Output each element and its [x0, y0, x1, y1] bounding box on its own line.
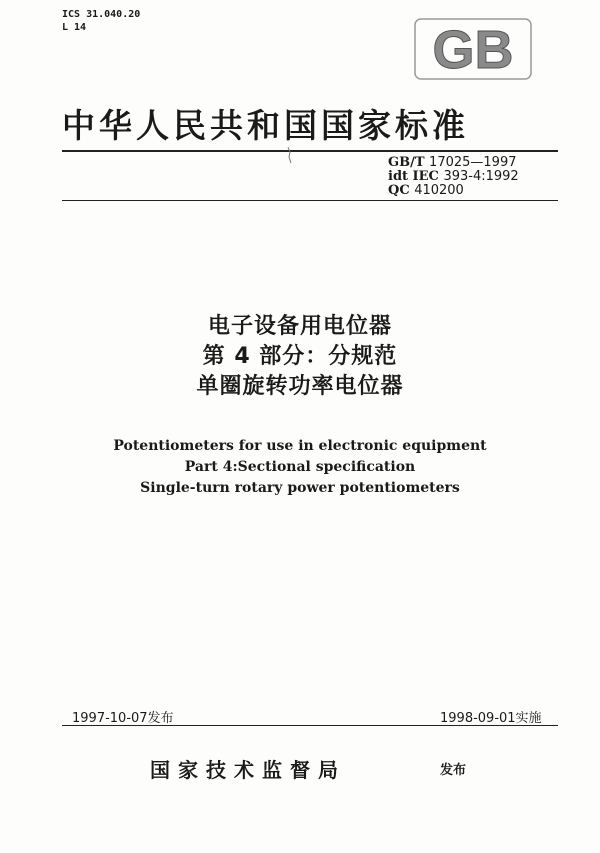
english-title — [0, 436, 600, 499]
footer-divider — [62, 725, 558, 726]
iec-prefix: idt IEC — [388, 169, 439, 184]
gb-number-line — [388, 156, 519, 170]
iec-number: 393-4:1992 — [443, 169, 519, 184]
standard-codes — [388, 156, 519, 198]
gb-prefix: GB/T — [388, 155, 425, 170]
qc-number: 410200 — [414, 183, 464, 198]
gb-logo — [414, 18, 532, 80]
qc-prefix: QC — [388, 183, 410, 198]
issuing-authority-suffix: 发布 — [440, 763, 467, 778]
qc-number-line — [388, 184, 519, 198]
chinese-title-line1: 电子设备用电位器 — [207, 314, 392, 339]
chinese-title — [0, 312, 600, 402]
english-title-line2: Part 4:Sectional specification — [184, 459, 416, 475]
ccs-code: L 14 — [62, 22, 87, 33]
scan-mark — [286, 146, 292, 164]
gb-logo-text: GB — [432, 20, 514, 80]
chinese-title-line2: 第 4 部分：分规范 — [202, 344, 398, 369]
english-title-line1: Potentiometers for use in electronic equipment — [113, 438, 487, 454]
gb-number: 17025—1997 — [429, 155, 517, 170]
issuing-authority: 国家技术监督局 — [150, 758, 346, 782]
codes-divider — [62, 200, 558, 201]
header-divider — [62, 150, 558, 152]
classification-codes — [62, 8, 140, 34]
iec-number-line — [388, 170, 519, 184]
ics-code: ICS 31.040.20 — [62, 9, 141, 20]
issue-date: 1997-10-07发布 — [72, 711, 174, 726]
national-standard-title: 中华人民共和国国家标准 — [62, 106, 469, 145]
implementation-date: 1998-09-01实施 — [440, 711, 542, 726]
english-title-line3: Single-turn rotary power potentiometers — [140, 480, 460, 496]
chinese-title-line3: 单圈旋转功率电位器 — [196, 374, 404, 399]
